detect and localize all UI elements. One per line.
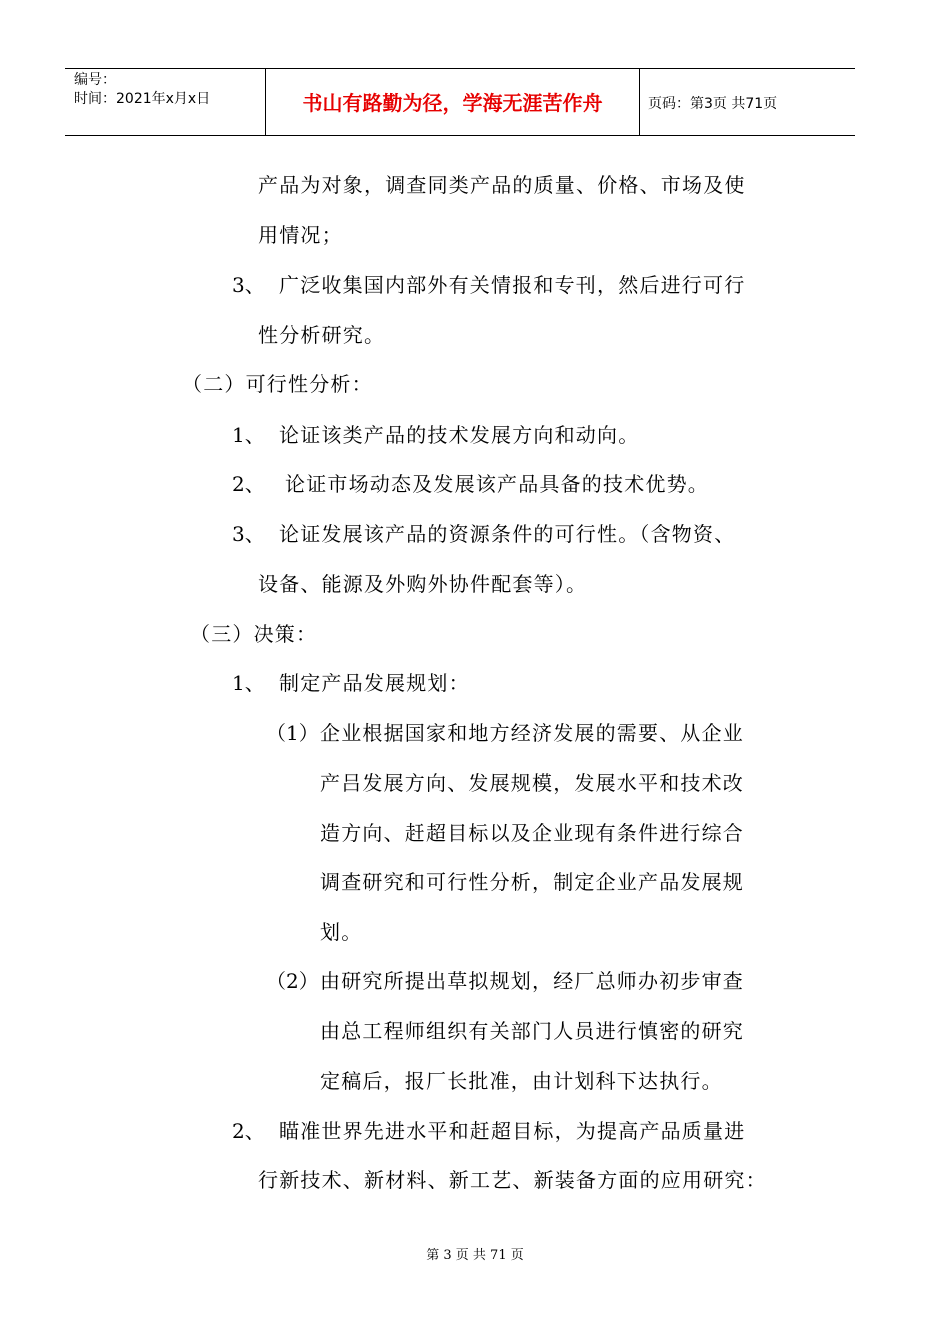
body-line: 行新技术、新材料、新工艺、新装备方面的应用研究： <box>258 1168 767 1192</box>
body-line: 产品为对象，调查同类产品的质量、价格、市场及使 <box>258 173 746 197</box>
body-line: 瞄准世界先进水平和赶超目标，为提高产品质量进 <box>279 1119 746 1143</box>
body-line: 性分析研究。 <box>258 323 386 347</box>
body-line: 企业根据国家和地方经济发展的需要、从企业 <box>320 721 744 745</box>
list-number: 3、 <box>232 273 265 297</box>
list-number: （2） <box>266 969 319 993</box>
body-line: 造方向、赶超目标以及企业现有条件进行综合 <box>320 821 744 845</box>
header-slogan: 书山有路勤为径，学海无涯苦作舟 <box>302 91 603 115</box>
list-number: 3、 <box>232 522 265 546</box>
section-heading: （二）可行性分析： <box>182 372 373 396</box>
body-line: 产吕发展方向、发展规模，发展水平和技术改 <box>320 771 744 795</box>
list-number: 2、 <box>232 472 265 496</box>
body-line: 制定产品发展规划： <box>279 671 470 695</box>
document-header <box>65 68 855 136</box>
header-page-info: 页码：第3页 共71页 <box>648 96 778 112</box>
list-number: 1、 <box>232 671 265 695</box>
body-line: 由研究所提出草拟规划，经厂总师办初步审查 <box>320 969 744 993</box>
time-label: 时间：2021年x月x日 <box>74 91 211 107</box>
body-line: 论证市场动态及发展该产品具备的技术优势。 <box>285 472 709 496</box>
list-number: 2、 <box>232 1119 265 1143</box>
list-number: （1） <box>266 721 319 745</box>
body-line: 调查研究和可行性分析，制定企业产品发展规 <box>320 870 744 894</box>
header-divider-right <box>639 69 640 135</box>
body-line: 用情况； <box>258 223 343 247</box>
page-footer: 第 3 页 共 71 页 <box>426 1248 524 1263</box>
body-line: 广泛收集国内部外有关情报和专刊，然后进行可行 <box>279 273 746 297</box>
list-number: 1、 <box>232 423 265 447</box>
body-line: 由总工程师组织有关部门人员进行慎密的研究 <box>320 1019 744 1043</box>
body-line: 论证发展该产品的资源条件的可行性。（含物资、 <box>279 522 736 546</box>
body-line: 设备、能源及外购外协件配套等）。 <box>258 572 588 596</box>
body-line: 论证该类产品的技术发展方向和动向。 <box>279 423 640 447</box>
section-heading: （三）决策： <box>190 622 318 646</box>
serial-number-label: 编号： <box>74 72 116 88</box>
body-line: 定稿后，报厂长批准，由计划科下达执行。 <box>320 1069 723 1093</box>
body-line: 划。 <box>320 920 363 944</box>
header-meta <box>74 71 210 109</box>
